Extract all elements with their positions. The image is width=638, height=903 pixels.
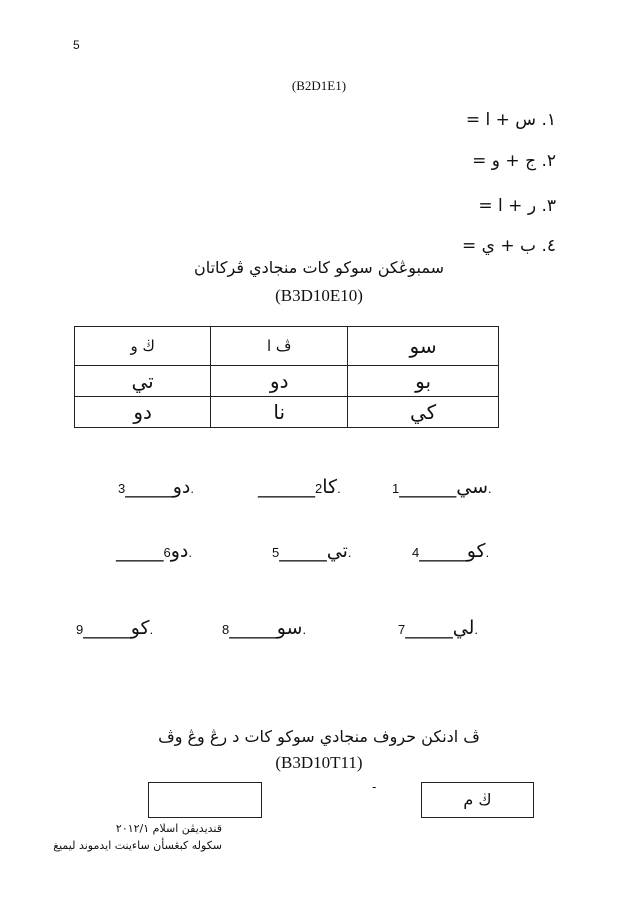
- exercise-item-6: [116, 540, 192, 562]
- exercise-item-7: [398, 617, 478, 639]
- section2-code: (B3D10E10): [275, 286, 363, 305]
- exercise-number: 1.: [392, 481, 492, 496]
- exercise-blank: _____: [405, 617, 453, 639]
- table-cell: نا: [211, 397, 348, 428]
- table-header-cell: ڬ و: [75, 327, 211, 366]
- table-cell: دو: [211, 366, 348, 397]
- exercise-number: 7.: [398, 622, 478, 637]
- exercise-item-5: [272, 540, 351, 562]
- exercise-number: 2.: [315, 481, 341, 496]
- table-cell: دو: [75, 397, 211, 428]
- section2-title: سمبوڠكن سوكو كات منجادي ڤركاتان: [193, 258, 445, 277]
- exercise-blank: _____: [229, 617, 277, 639]
- section1-code: (B2D1E1): [291, 78, 347, 93]
- syllable-table: [74, 326, 499, 428]
- exercise-item-8: [222, 617, 306, 639]
- table-row: [75, 397, 499, 428]
- exercise-syllable: دو: [170, 540, 189, 562]
- table-header-cell: سو: [348, 327, 499, 366]
- table-row: [75, 366, 499, 397]
- table-header-cell: ڤ ا: [211, 327, 348, 366]
- equation-4: ٤. ب + ي =: [462, 236, 556, 256]
- exercise-syllable: تي: [326, 540, 348, 562]
- exercise-syllable: سي: [456, 476, 488, 498]
- exercise-item-2: [258, 476, 341, 498]
- equation-1: ١. س + ا =: [465, 110, 556, 130]
- footer-line-1: قنديديڤن اسلام ٢٠١٢/١: [115, 822, 222, 835]
- page-number: 5: [73, 38, 80, 52]
- section4-title: ڤ ادنكن حروف منجادي سوكو كات د رڠ وڠ وڤ: [158, 727, 480, 746]
- answer-box-right: ڬ م: [421, 782, 534, 818]
- table-cell: تي: [75, 366, 211, 397]
- exercise-blank: _____: [116, 540, 164, 562]
- exercise-syllable: كو: [130, 617, 150, 639]
- exercise-item-3: [118, 476, 194, 498]
- exercise-item-9: [76, 617, 153, 639]
- exercise-syllable: دو: [172, 476, 191, 498]
- dash-mark: -: [372, 780, 377, 794]
- section4-code: (B3D10T11): [275, 753, 363, 772]
- exercise-item-4: [412, 540, 489, 562]
- exercise-syllable: سو: [276, 617, 303, 639]
- table-header-row: [75, 327, 499, 366]
- exercise-blank: _____: [83, 617, 131, 639]
- answer-box-left: [148, 782, 262, 818]
- equation-3: ٣. ر + ا =: [478, 196, 556, 216]
- exercise-syllable: كو: [466, 540, 486, 562]
- footer-line-2: سكوله كبڠسأن ساءينت ايدموند ليميغ: [53, 839, 222, 852]
- table-cell: بو: [348, 366, 499, 397]
- exercise-number: 3.: [118, 481, 194, 496]
- exercise-syllable: لي: [452, 617, 475, 639]
- exercise-blank: _____: [279, 540, 327, 562]
- equation-2: ٢. ج + و =: [472, 151, 556, 171]
- exercise-blank: ______: [399, 476, 457, 498]
- exercise-number: 8.: [222, 622, 307, 637]
- exercise-item-1: [392, 476, 492, 498]
- exercise-number: 4.: [412, 545, 490, 560]
- exercise-syllable: كا: [322, 476, 338, 498]
- exercise-number: 5.: [272, 545, 352, 560]
- exercise-blank: ______: [258, 476, 315, 498]
- exercise-number: 9.: [76, 622, 154, 637]
- exercise-number: 6.: [163, 545, 192, 560]
- exercise-blank: _____: [125, 476, 173, 498]
- table-cell: كي: [348, 397, 499, 428]
- exercise-blank: _____: [419, 540, 467, 562]
